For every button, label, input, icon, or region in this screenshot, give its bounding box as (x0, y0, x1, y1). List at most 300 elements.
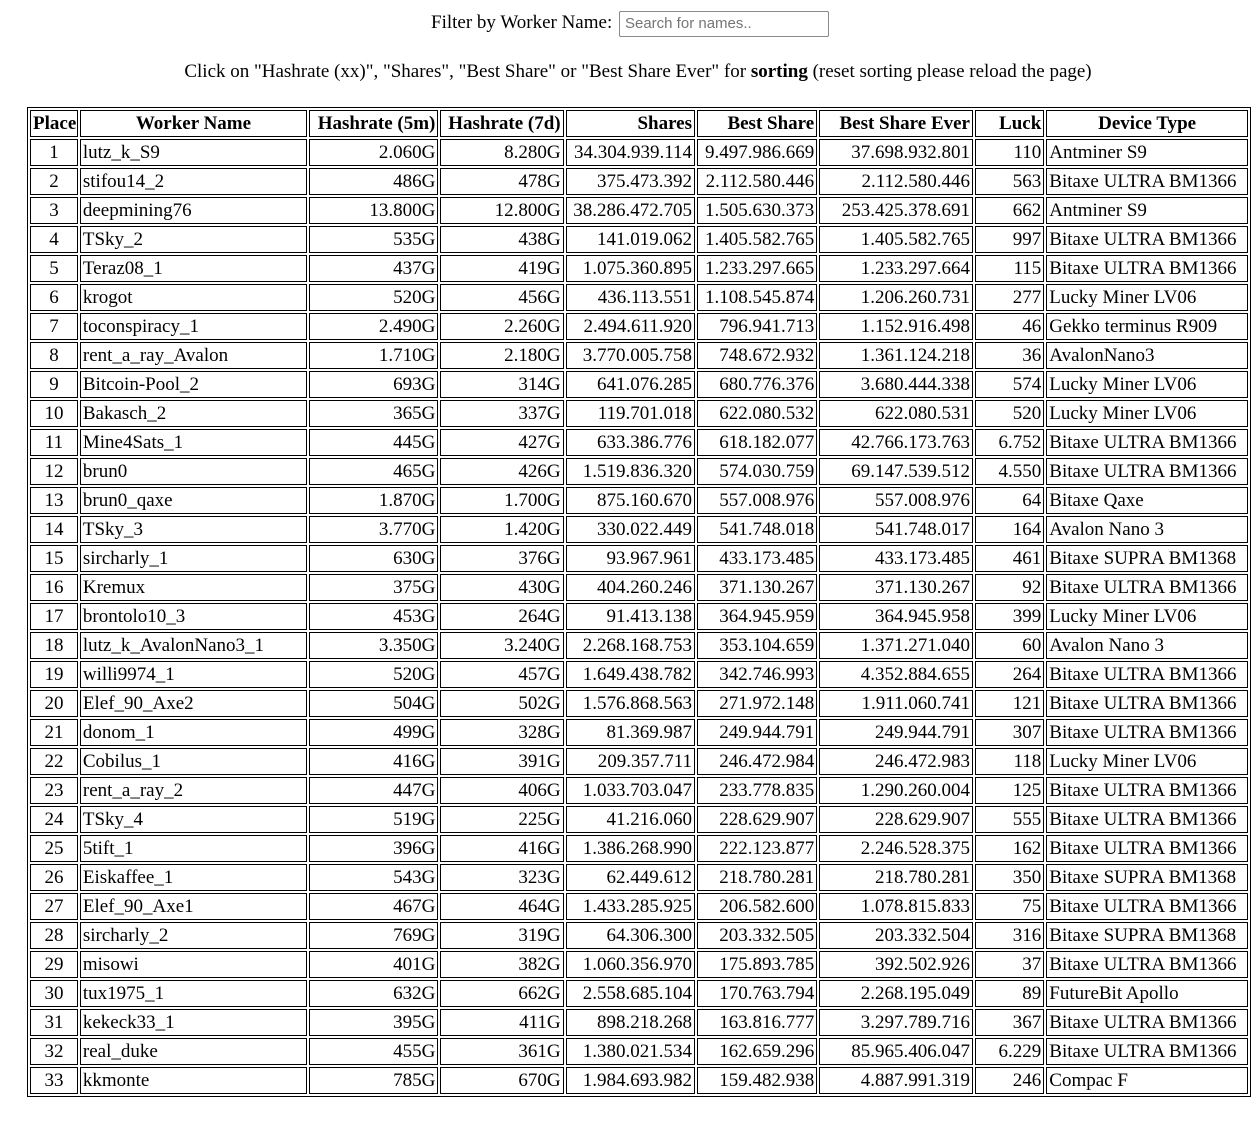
cell-place: 1 (30, 139, 78, 166)
cell-hashrate-5m: 416G (309, 748, 438, 775)
cell-device-type: Bitaxe ULTRA BM1366 (1046, 226, 1248, 253)
cell-device-type: Lucky Miner LV06 (1046, 603, 1248, 630)
cell-best-share: 541.748.018 (697, 516, 817, 543)
cell-luck: 121 (975, 690, 1044, 717)
cell-place: 4 (30, 226, 78, 253)
cell-device-type: FutureBit Apollo (1046, 980, 1248, 1007)
workers-table-container (27, 107, 1251, 1123)
cell-luck: 461 (975, 545, 1044, 572)
cell-shares: 1.984.693.982 (566, 1067, 695, 1094)
hint-text-bold: sorting (750, 61, 808, 82)
cell-luck: 4.550 (975, 458, 1044, 485)
header-device-type: Device Type (1046, 110, 1248, 137)
cell-luck: 307 (975, 719, 1044, 746)
cell-best-share-ever: 246.472.983 (819, 748, 973, 775)
cell-shares: 898.218.268 (566, 1009, 695, 1036)
cell-best-share-ever: 1.911.060.741 (819, 690, 973, 717)
table-row (30, 487, 1248, 514)
cell-best-share: 170.763.794 (697, 980, 817, 1007)
cell-shares: 141.019.062 (566, 226, 695, 253)
cell-worker-name: rent_a_ray_Avalon (80, 342, 307, 369)
table-row (30, 980, 1248, 1007)
table-row (30, 1009, 1248, 1036)
cell-device-type: Bitaxe Qaxe (1046, 487, 1248, 514)
cell-device-type: Lucky Miner LV06 (1046, 400, 1248, 427)
cell-best-share: 2.112.580.446 (697, 168, 817, 195)
cell-worker-name: brun0 (80, 458, 307, 485)
cell-best-share-ever: 392.502.926 (819, 951, 973, 978)
cell-best-share: 249.944.791 (697, 719, 817, 746)
cell-shares: 1.649.438.782 (566, 661, 695, 688)
cell-place: 24 (30, 806, 78, 833)
cell-shares: 375.473.392 (566, 168, 695, 195)
cell-shares: 64.306.300 (566, 922, 695, 949)
cell-hashrate-7d: 456G (440, 284, 563, 311)
cell-hashrate-5m: 769G (309, 922, 438, 949)
cell-best-share: 618.182.077 (697, 429, 817, 456)
cell-luck: 110 (975, 139, 1044, 166)
cell-best-share-ever: 42.766.173.763 (819, 429, 973, 456)
cell-luck: 367 (975, 1009, 1044, 1036)
table-row (30, 139, 1248, 166)
search-input[interactable] (619, 11, 829, 37)
table-row (30, 719, 1248, 746)
cell-shares: 1.380.021.534 (566, 1038, 695, 1065)
cell-best-share-ever: 622.080.531 (819, 400, 973, 427)
cell-best-share: 1.505.630.373 (697, 197, 817, 224)
cell-luck: 350 (975, 864, 1044, 891)
cell-best-share: 218.780.281 (697, 864, 817, 891)
cell-best-share-ever: 1.152.916.498 (819, 313, 973, 340)
cell-worker-name: toconspiracy_1 (80, 313, 307, 340)
cell-place: 6 (30, 284, 78, 311)
cell-place: 3 (30, 197, 78, 224)
cell-best-share: 9.497.986.669 (697, 139, 817, 166)
cell-worker-name: Kremux (80, 574, 307, 601)
cell-device-type: Bitaxe ULTRA BM1366 (1046, 893, 1248, 920)
table-row (30, 197, 1248, 224)
cell-device-type: Compac F (1046, 1067, 1248, 1094)
cell-place: 11 (30, 429, 78, 456)
cell-best-share-ever: 85.965.406.047 (819, 1038, 973, 1065)
cell-shares: 119.701.018 (566, 400, 695, 427)
cell-place: 12 (30, 458, 78, 485)
header-best-share-ever[interactable]: Best Share Ever (819, 110, 973, 137)
cell-place: 30 (30, 980, 78, 1007)
cell-shares: 91.413.138 (566, 603, 695, 630)
cell-worker-name: willi9974_1 (80, 661, 307, 688)
cell-worker-name: Bakasch_2 (80, 400, 307, 427)
cell-best-share-ever: 364.945.958 (819, 603, 973, 630)
cell-device-type: Bitaxe ULTRA BM1366 (1046, 777, 1248, 804)
cell-hashrate-7d: 12.800G (440, 197, 563, 224)
table-row (30, 574, 1248, 601)
cell-hashrate-5m: 437G (309, 255, 438, 282)
cell-hashrate-7d: 323G (440, 864, 563, 891)
table-row (30, 661, 1248, 688)
cell-best-share-ever: 1.206.260.731 (819, 284, 973, 311)
cell-luck: 37 (975, 951, 1044, 978)
cell-device-type: Lucky Miner LV06 (1046, 371, 1248, 398)
cell-hashrate-5m: 396G (309, 835, 438, 862)
cell-hashrate-5m: 785G (309, 1067, 438, 1094)
cell-shares: 41.216.060 (566, 806, 695, 833)
cell-shares: 1.033.703.047 (566, 777, 695, 804)
cell-hashrate-5m: 395G (309, 1009, 438, 1036)
cell-best-share: 364.945.959 (697, 603, 817, 630)
cell-luck: 520 (975, 400, 1044, 427)
workers-table (27, 107, 1251, 1097)
cell-shares: 1.433.285.925 (566, 893, 695, 920)
cell-place: 17 (30, 603, 78, 630)
cell-hashrate-5m: 630G (309, 545, 438, 572)
cell-place: 15 (30, 545, 78, 572)
cell-worker-name: 5tift_1 (80, 835, 307, 862)
cell-place: 8 (30, 342, 78, 369)
cell-place: 13 (30, 487, 78, 514)
cell-place: 10 (30, 400, 78, 427)
cell-shares: 1.576.868.563 (566, 690, 695, 717)
cell-hashrate-7d: 391G (440, 748, 563, 775)
cell-hashrate-5m: 465G (309, 458, 438, 485)
cell-hashrate-7d: 406G (440, 777, 563, 804)
cell-shares: 209.357.711 (566, 748, 695, 775)
cell-best-share: 433.173.485 (697, 545, 817, 572)
cell-shares: 1.386.268.990 (566, 835, 695, 862)
cell-worker-name: brontolo10_3 (80, 603, 307, 630)
cell-best-share: 228.629.907 (697, 806, 817, 833)
cell-luck: 563 (975, 168, 1044, 195)
table-row (30, 748, 1248, 775)
cell-hashrate-7d: 319G (440, 922, 563, 949)
table-row (30, 603, 1248, 630)
cell-place: 28 (30, 922, 78, 949)
cell-best-share-ever: 1.078.815.833 (819, 893, 973, 920)
cell-best-share: 353.104.659 (697, 632, 817, 659)
cell-hashrate-5m: 543G (309, 864, 438, 891)
cell-hashrate-5m: 453G (309, 603, 438, 630)
cell-hashrate-7d: 2.180G (440, 342, 563, 369)
cell-best-share-ever: 1.371.271.040 (819, 632, 973, 659)
cell-luck: 277 (975, 284, 1044, 311)
cell-hashrate-5m: 2.490G (309, 313, 438, 340)
cell-best-share: 680.776.376 (697, 371, 817, 398)
cell-device-type: Bitaxe ULTRA BM1366 (1046, 574, 1248, 601)
cell-worker-name: lutz_k_S9 (80, 139, 307, 166)
cell-device-type: Bitaxe ULTRA BM1366 (1046, 429, 1248, 456)
cell-best-share: 246.472.984 (697, 748, 817, 775)
cell-best-share-ever: 37.698.932.801 (819, 139, 973, 166)
cell-hashrate-5m: 1.870G (309, 487, 438, 514)
cell-place: 29 (30, 951, 78, 978)
header-best-share[interactable]: Best Share (697, 110, 817, 137)
cell-hashrate-5m: 445G (309, 429, 438, 456)
cell-luck: 399 (975, 603, 1044, 630)
table-row (30, 284, 1248, 311)
cell-worker-name: TSky_3 (80, 516, 307, 543)
cell-worker-name: lutz_k_AvalonNano3_1 (80, 632, 307, 659)
cell-luck: 6.229 (975, 1038, 1044, 1065)
cell-best-share-ever: 433.173.485 (819, 545, 973, 572)
cell-best-share-ever: 2.268.195.049 (819, 980, 973, 1007)
cell-hashrate-5m: 13.800G (309, 197, 438, 224)
cell-best-share: 796.941.713 (697, 313, 817, 340)
cell-shares: 81.369.987 (566, 719, 695, 746)
cell-best-share-ever: 228.629.907 (819, 806, 973, 833)
cell-best-share: 175.893.785 (697, 951, 817, 978)
cell-device-type: Bitaxe ULTRA BM1366 (1046, 1038, 1248, 1065)
cell-best-share: 163.816.777 (697, 1009, 817, 1036)
table-header-row (30, 110, 1248, 137)
filter-label: Filter by Worker Name: (431, 12, 613, 33)
cell-hashrate-5m: 632G (309, 980, 438, 1007)
cell-hashrate-7d: 382G (440, 951, 563, 978)
cell-best-share-ever: 249.944.791 (819, 719, 973, 746)
cell-hashrate-5m: 693G (309, 371, 438, 398)
cell-shares: 875.160.670 (566, 487, 695, 514)
cell-shares: 93.967.961 (566, 545, 695, 572)
cell-place: 18 (30, 632, 78, 659)
cell-worker-name: Elef_90_Axe2 (80, 690, 307, 717)
cell-hashrate-7d: 1.700G (440, 487, 563, 514)
cell-shares: 3.770.005.758 (566, 342, 695, 369)
cell-device-type: Bitaxe ULTRA BM1366 (1046, 806, 1248, 833)
cell-worker-name: krogot (80, 284, 307, 311)
cell-place: 16 (30, 574, 78, 601)
cell-best-share-ever: 3.297.789.716 (819, 1009, 973, 1036)
cell-best-share: 1.233.297.665 (697, 255, 817, 282)
cell-device-type: Lucky Miner LV06 (1046, 284, 1248, 311)
cell-worker-name: Eiskaffee_1 (80, 864, 307, 891)
cell-hashrate-7d: 225G (440, 806, 563, 833)
cell-device-type: Bitaxe SUPRA BM1368 (1046, 545, 1248, 572)
cell-shares: 34.304.939.114 (566, 139, 695, 166)
cell-device-type: Bitaxe ULTRA BM1366 (1046, 719, 1248, 746)
cell-hashrate-5m: 467G (309, 893, 438, 920)
cell-place: 5 (30, 255, 78, 282)
cell-shares: 641.076.285 (566, 371, 695, 398)
cell-best-share-ever: 371.130.267 (819, 574, 973, 601)
cell-luck: 46 (975, 313, 1044, 340)
header-shares[interactable]: Shares (566, 110, 695, 137)
table-row (30, 690, 1248, 717)
cell-shares: 1.519.836.320 (566, 458, 695, 485)
cell-luck: 164 (975, 516, 1044, 543)
cell-best-share-ever: 3.680.444.338 (819, 371, 973, 398)
cell-best-share-ever: 1.233.297.664 (819, 255, 973, 282)
cell-luck: 89 (975, 980, 1044, 1007)
cell-hashrate-5m: 365G (309, 400, 438, 427)
cell-place: 19 (30, 661, 78, 688)
table-row (30, 226, 1248, 253)
cell-luck: 162 (975, 835, 1044, 862)
cell-best-share-ever: 557.008.976 (819, 487, 973, 514)
cell-luck: 555 (975, 806, 1044, 833)
table-row (30, 893, 1248, 920)
table-row (30, 1038, 1248, 1065)
cell-device-type: Bitaxe ULTRA BM1366 (1046, 690, 1248, 717)
table-row (30, 1067, 1248, 1094)
cell-device-type: Bitaxe SUPRA BM1368 (1046, 922, 1248, 949)
table-row (30, 951, 1248, 978)
cell-hashrate-5m: 504G (309, 690, 438, 717)
cell-worker-name: kekeck33_1 (80, 1009, 307, 1036)
cell-hashrate-7d: 457G (440, 661, 563, 688)
cell-worker-name: misowi (80, 951, 307, 978)
cell-best-share: 203.332.505 (697, 922, 817, 949)
cell-hashrate-5m: 519G (309, 806, 438, 833)
cell-luck: 997 (975, 226, 1044, 253)
cell-hashrate-7d: 411G (440, 1009, 563, 1036)
cell-hashrate-5m: 486G (309, 168, 438, 195)
cell-hashrate-5m: 520G (309, 661, 438, 688)
cell-device-type: Avalon Nano 3 (1046, 516, 1248, 543)
cell-hashrate-7d: 464G (440, 893, 563, 920)
cell-worker-name: donom_1 (80, 719, 307, 746)
cell-device-type: Bitaxe ULTRA BM1366 (1046, 1009, 1248, 1036)
table-row (30, 168, 1248, 195)
table-row (30, 835, 1248, 862)
cell-hashrate-7d: 2.260G (440, 313, 563, 340)
cell-hashrate-7d: 426G (440, 458, 563, 485)
table-row (30, 806, 1248, 833)
cell-shares: 62.449.612 (566, 864, 695, 891)
cell-place: 32 (30, 1038, 78, 1065)
cell-worker-name: sircharly_2 (80, 922, 307, 949)
cell-best-share: 371.130.267 (697, 574, 817, 601)
cell-best-share: 206.582.600 (697, 893, 817, 920)
cell-hashrate-5m: 455G (309, 1038, 438, 1065)
table-row (30, 429, 1248, 456)
cell-best-share: 342.746.993 (697, 661, 817, 688)
cell-place: 21 (30, 719, 78, 746)
cell-worker-name: real_duke (80, 1038, 307, 1065)
cell-hashrate-5m: 375G (309, 574, 438, 601)
hint-text-after: (reset sorting please reload the page) (807, 61, 1092, 82)
cell-shares: 1.075.360.895 (566, 255, 695, 282)
cell-place: 20 (30, 690, 78, 717)
hint-text-before: Click on "Hashrate (xx)", "Shares", "Best Share" or "Best Share Ever" for (184, 61, 751, 82)
cell-device-type: Bitaxe ULTRA BM1366 (1046, 951, 1248, 978)
cell-place: 23 (30, 777, 78, 804)
cell-luck: 64 (975, 487, 1044, 514)
cell-hashrate-7d: 427G (440, 429, 563, 456)
cell-luck: 246 (975, 1067, 1044, 1094)
cell-worker-name: rent_a_ray_2 (80, 777, 307, 804)
cell-device-type: Avalon Nano 3 (1046, 632, 1248, 659)
cell-shares: 2.268.168.753 (566, 632, 695, 659)
cell-luck: 6.752 (975, 429, 1044, 456)
cell-place: 27 (30, 893, 78, 920)
filter-row (0, 9, 1260, 37)
cell-hashrate-7d: 8.280G (440, 139, 563, 166)
header-hashrate-7d[interactable]: Hashrate (7d) (440, 110, 563, 137)
cell-best-share-ever: 218.780.281 (819, 864, 973, 891)
cell-luck: 118 (975, 748, 1044, 775)
header-hashrate-5m[interactable]: Hashrate (5m) (309, 110, 438, 137)
cell-place: 7 (30, 313, 78, 340)
cell-worker-name: Elef_90_Axe1 (80, 893, 307, 920)
table-row (30, 545, 1248, 572)
header-luck: Luck (975, 110, 1044, 137)
cell-hashrate-5m: 3.350G (309, 632, 438, 659)
cell-shares: 330.022.449 (566, 516, 695, 543)
cell-luck: 316 (975, 922, 1044, 949)
cell-place: 2 (30, 168, 78, 195)
cell-shares: 1.060.356.970 (566, 951, 695, 978)
cell-best-share-ever: 4.352.884.655 (819, 661, 973, 688)
cell-hashrate-7d: 419G (440, 255, 563, 282)
cell-device-type: Bitaxe SUPRA BM1368 (1046, 864, 1248, 891)
cell-luck: 75 (975, 893, 1044, 920)
cell-shares: 633.386.776 (566, 429, 695, 456)
cell-hashrate-7d: 670G (440, 1067, 563, 1094)
cell-luck: 115 (975, 255, 1044, 282)
table-row (30, 342, 1248, 369)
cell-hashrate-7d: 1.420G (440, 516, 563, 543)
cell-best-share: 748.672.932 (697, 342, 817, 369)
cell-hashrate-5m: 2.060G (309, 139, 438, 166)
cell-luck: 574 (975, 371, 1044, 398)
cell-device-type: Antminer S9 (1046, 139, 1248, 166)
cell-best-share: 233.778.835 (697, 777, 817, 804)
cell-device-type: Gekko terminus R909 (1046, 313, 1248, 340)
cell-place: 26 (30, 864, 78, 891)
cell-luck: 662 (975, 197, 1044, 224)
cell-worker-name: Mine4Sats_1 (80, 429, 307, 456)
cell-hashrate-7d: 416G (440, 835, 563, 862)
cell-hashrate-7d: 314G (440, 371, 563, 398)
cell-best-share-ever: 69.147.539.512 (819, 458, 973, 485)
cell-place: 9 (30, 371, 78, 398)
cell-best-share: 622.080.532 (697, 400, 817, 427)
cell-shares: 2.494.611.920 (566, 313, 695, 340)
cell-best-share: 159.482.938 (697, 1067, 817, 1094)
cell-worker-name: TSky_4 (80, 806, 307, 833)
table-row (30, 255, 1248, 282)
cell-shares: 404.260.246 (566, 574, 695, 601)
cell-luck: 92 (975, 574, 1044, 601)
cell-hashrate-7d: 337G (440, 400, 563, 427)
cell-hashrate-7d: 438G (440, 226, 563, 253)
cell-luck: 36 (975, 342, 1044, 369)
table-row (30, 864, 1248, 891)
cell-place: 33 (30, 1067, 78, 1094)
cell-shares: 38.286.472.705 (566, 197, 695, 224)
cell-worker-name: Bitcoin-Pool_2 (80, 371, 307, 398)
cell-worker-name: Teraz08_1 (80, 255, 307, 282)
cell-hashrate-7d: 662G (440, 980, 563, 1007)
table-row (30, 458, 1248, 485)
cell-hashrate-5m: 3.770G (309, 516, 438, 543)
cell-device-type: Bitaxe ULTRA BM1366 (1046, 255, 1248, 282)
header-place: Place (30, 110, 78, 137)
cell-best-share: 1.108.545.874 (697, 284, 817, 311)
cell-best-share-ever: 2.246.528.375 (819, 835, 973, 862)
cell-best-share-ever: 1.361.124.218 (819, 342, 973, 369)
table-row (30, 313, 1248, 340)
cell-hashrate-7d: 478G (440, 168, 563, 195)
cell-luck: 60 (975, 632, 1044, 659)
cell-best-share-ever: 203.332.504 (819, 922, 973, 949)
cell-device-type: Antminer S9 (1046, 197, 1248, 224)
header-worker-name: Worker Name (80, 110, 307, 137)
cell-hashrate-7d: 376G (440, 545, 563, 572)
cell-place: 22 (30, 748, 78, 775)
cell-best-share-ever: 1.405.582.765 (819, 226, 973, 253)
cell-hashrate-5m: 535G (309, 226, 438, 253)
cell-best-share: 557.008.976 (697, 487, 817, 514)
